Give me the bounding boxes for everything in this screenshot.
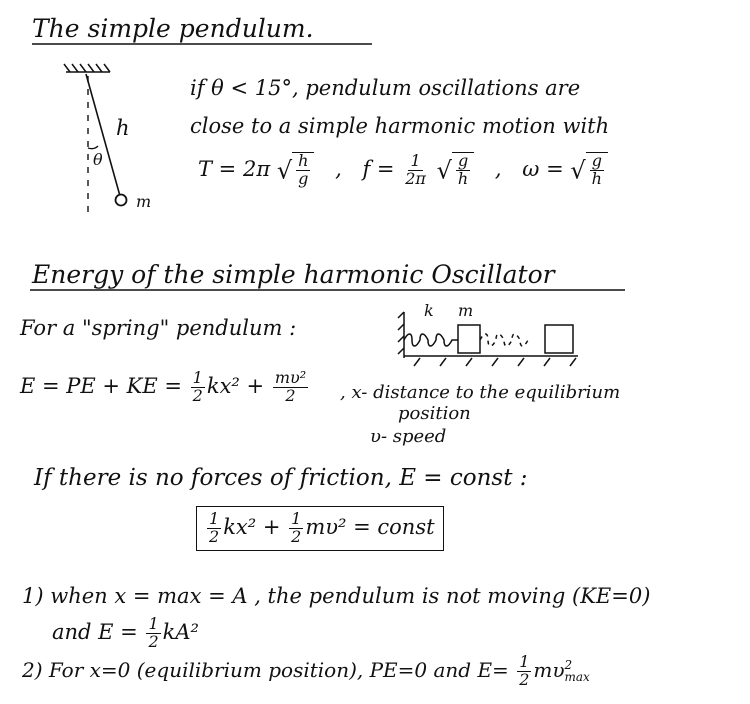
case-2-sub: max bbox=[564, 670, 590, 685]
spring-diagram bbox=[398, 312, 578, 366]
period-num: h bbox=[298, 151, 309, 170]
case-1-half-num: 1 bbox=[148, 614, 159, 633]
ceiling-hatch bbox=[64, 64, 110, 72]
angle-arc bbox=[88, 146, 98, 149]
case-2-line bbox=[22, 654, 590, 689]
box-half-2-den: 2 bbox=[291, 526, 302, 546]
box-half-1-num: 1 bbox=[209, 509, 220, 528]
friction-statement: If there is no forces of friction, E = const : bbox=[34, 465, 528, 491]
case-2-mv: mυ bbox=[533, 657, 565, 682]
freq-frac-num: 1 bbox=[410, 151, 421, 170]
omega-num: g bbox=[591, 151, 602, 170]
freq-den: h bbox=[457, 168, 469, 188]
angle-label: θ bbox=[93, 150, 103, 169]
frequency-formula-lhs: f = bbox=[362, 156, 395, 181]
length-label: h bbox=[116, 116, 130, 140]
sqrt-symbol: √ bbox=[570, 156, 586, 185]
mass-label: m bbox=[136, 192, 152, 211]
pendulum-bob bbox=[116, 195, 127, 206]
case-1-line-2 bbox=[52, 616, 199, 651]
separator-2: , bbox=[494, 156, 502, 181]
box-plus: + bbox=[262, 514, 281, 539]
energy-lhs: E = PE + KE = bbox=[20, 373, 182, 398]
energy-kx2: kx² bbox=[206, 373, 240, 398]
case-2-half-num: 1 bbox=[519, 652, 530, 671]
omega-formula-lhs: ω = bbox=[522, 156, 564, 181]
energy-conservation-box bbox=[196, 506, 444, 551]
condition-line-1: if θ < 15°, pendulum oscillations are bbox=[190, 76, 581, 100]
sqrt-symbol: √ bbox=[276, 156, 293, 185]
case-1-line-1: 1) when x = max = A , the pendulum is not moving (KE=0) bbox=[22, 584, 651, 608]
case-1-half-den: 2 bbox=[148, 631, 159, 651]
case-2-text: 2) For x=0 (equilibrium position), PE=0 and E= bbox=[22, 657, 509, 682]
energy-equation bbox=[20, 370, 310, 405]
energy-plus: + bbox=[246, 373, 265, 398]
spring-k-label: k bbox=[424, 301, 434, 320]
pendulum-string bbox=[86, 74, 120, 196]
case-1-and: and E = bbox=[52, 619, 138, 644]
spring-m-label: m bbox=[458, 301, 474, 320]
spring-intro: For a "spring" pendulum : bbox=[20, 316, 297, 340]
freq-num: g bbox=[457, 151, 469, 170]
case-1-ka2: kA² bbox=[162, 619, 199, 644]
case-2-sup: 2 bbox=[564, 658, 573, 673]
formula-row bbox=[198, 152, 608, 188]
omega-den: h bbox=[591, 168, 602, 188]
box-half-2-num: 1 bbox=[291, 509, 302, 528]
page-title: The simple pendulum. bbox=[32, 14, 314, 43]
energy-mv2-num: mυ² bbox=[274, 368, 307, 387]
box-kx2: kx² bbox=[223, 514, 257, 539]
period-den: g bbox=[298, 168, 309, 188]
v-description: υ- speed bbox=[370, 426, 447, 447]
box-half-1-den: 2 bbox=[209, 526, 220, 546]
separator-1: , bbox=[335, 156, 342, 181]
x-description-2: position bbox=[398, 403, 471, 424]
energy-half-den: 2 bbox=[192, 385, 203, 405]
x-description-1: , x- distance to the equilibrium bbox=[340, 382, 621, 403]
energy-half-num: 1 bbox=[192, 368, 203, 387]
sqrt-symbol: √ bbox=[436, 156, 452, 185]
condition-line-2: close to a simple harmonic motion with bbox=[190, 114, 610, 138]
case-2-half-den: 2 bbox=[519, 669, 530, 689]
period-formula-lhs: T = 2π bbox=[198, 156, 271, 181]
box-mv2-const: mυ² = const bbox=[305, 514, 435, 539]
energy-mv2-den: 2 bbox=[285, 385, 296, 405]
section-title: Energy of the simple harmonic Oscillator bbox=[32, 260, 555, 289]
freq-frac-den: 2π bbox=[405, 168, 426, 188]
